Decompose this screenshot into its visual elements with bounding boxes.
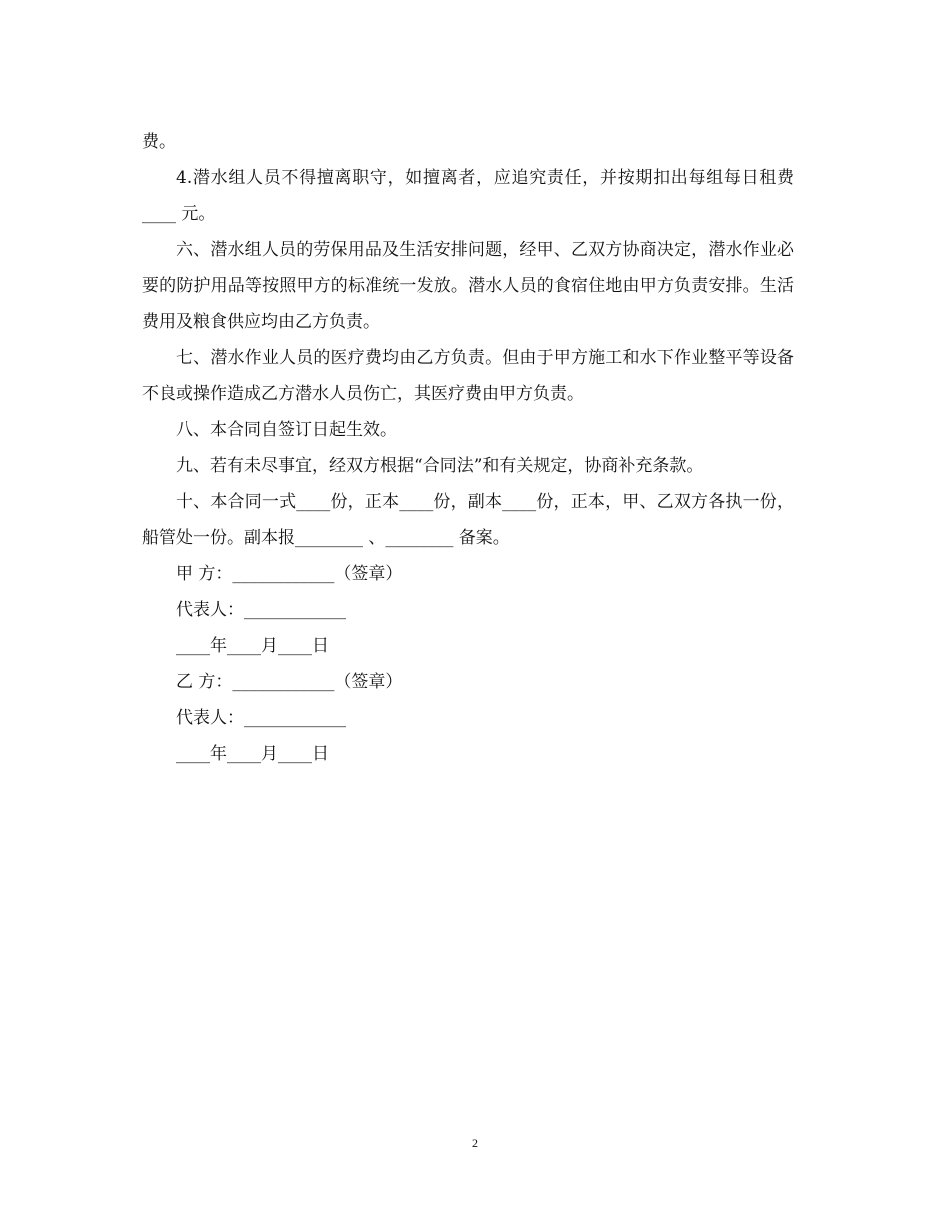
- paragraph-article-6: 六、潜水组人员的劳保用品及生活安排问题，经甲、乙双方协商决定，潜水作业必要的防护用品等按照甲方的标准统一发放。潜水人员的食宿住地由甲方负责安排。生活费用及粮食供应均由乙方负责。: [142, 240, 794, 332]
- document-body: [142, 124, 794, 772]
- paragraph-article-9: 九、若有未尽事宜，经双方根据“合同法”和有关规定，协商补充条款。: [176, 456, 704, 476]
- paragraph-article-7: 七、潜水作业人员的医疗费均由乙方负责。但由于甲方施工和水下作业整平等设备不良或操作造成乙方潜水人员伤亡，其医疗费由甲方负责。: [142, 348, 794, 404]
- paragraph-article-10: 十、本合同一式____份，正本____份，副本____份，正本，甲、乙双方各执一份，船管处一份。副本报________ 、________ 备案。: [142, 492, 794, 548]
- paragraph-article-8: 八、本合同自签订日起生效。: [176, 420, 397, 440]
- paragraph-fee-end: 费。: [142, 132, 176, 152]
- page-number: 2: [472, 1136, 478, 1150]
- signature-party-b-date: ____年____月____日: [176, 744, 329, 764]
- signature-party-a-representative: 代表人：____________: [176, 600, 346, 620]
- signature-party-b-representative: 代表人：____________: [176, 708, 346, 728]
- signature-party-b: 乙 方：____________（签章）: [176, 672, 403, 692]
- paragraph-item-4: 4.潜水组人员不得擅离职守，如擅离者，应追究责任，并按期扣出每组每日租费____ 元。: [142, 168, 794, 224]
- signature-block: [142, 556, 794, 772]
- signature-party-a: 甲 方：____________（签章）: [176, 564, 403, 584]
- signature-party-a-date: ____年____月____日: [176, 636, 329, 656]
